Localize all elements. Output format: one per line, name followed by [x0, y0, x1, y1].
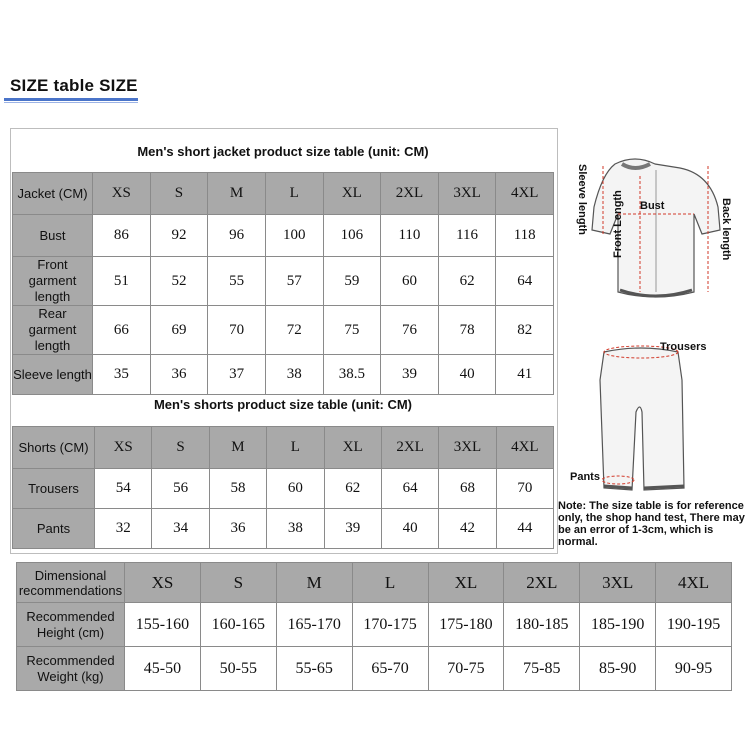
table-cell: 180-185 [504, 603, 580, 647]
bust-label: Bust [640, 200, 665, 212]
table-cell: 170-175 [352, 603, 428, 647]
size-header: L [352, 563, 428, 603]
size-header: S [200, 563, 276, 603]
row-label: Front garment length [13, 257, 93, 306]
size-header: M [209, 427, 266, 469]
shorts-corner-cell: Shorts (CM) [13, 427, 95, 469]
size-header: M [208, 173, 266, 215]
table-cell: 72 [265, 306, 323, 355]
table-cell: 52 [150, 257, 208, 306]
table-cell: 76 [381, 306, 439, 355]
size-header: M [276, 563, 352, 603]
table-cell: 165-170 [276, 603, 352, 647]
table-cell: 38 [267, 509, 324, 549]
size-header: 4XL [496, 173, 554, 215]
table-cell: 90-95 [656, 647, 732, 691]
table-cell: 39 [324, 509, 381, 549]
table-cell: 68 [439, 469, 496, 509]
jacket-table-caption: Men's short jacket product size table (unit: CM) [137, 144, 429, 159]
size-header: XL [324, 427, 381, 469]
size-header: 4XL [656, 563, 732, 603]
pants-label: Pants [570, 471, 600, 483]
size-header: 3XL [438, 173, 496, 215]
title-underline [4, 98, 138, 101]
table-row [13, 509, 554, 549]
table-row [13, 215, 554, 257]
jacket-size-table [12, 172, 554, 395]
row-label: Trousers [13, 469, 95, 509]
title-rule [4, 102, 138, 103]
sleeve-length-label: Sleeve length [576, 164, 588, 235]
size-header: 3XL [580, 563, 656, 603]
table-cell: 62 [438, 257, 496, 306]
table-cell: 70-75 [428, 647, 504, 691]
table-cell: 34 [152, 509, 209, 549]
shorts-size-table [12, 426, 554, 549]
table-cell: 185-190 [580, 603, 656, 647]
table-cell: 40 [381, 509, 438, 549]
size-header: XS [93, 173, 151, 215]
table-cell: 37 [208, 355, 266, 395]
table-cell: 40 [438, 355, 496, 395]
size-header: 4XL [496, 427, 553, 469]
size-header: 3XL [439, 427, 496, 469]
table-row [13, 355, 554, 395]
table-cell: 66 [93, 306, 151, 355]
table-cell: 50-55 [200, 647, 276, 691]
size-header: 2XL [504, 563, 580, 603]
table-cell: 32 [95, 509, 152, 549]
table-cell: 57 [265, 257, 323, 306]
table-cell: 85-90 [580, 647, 656, 691]
size-header: XS [125, 563, 201, 603]
table-cell: 38 [265, 355, 323, 395]
table-cell: 65-70 [352, 647, 428, 691]
table-cell: 41 [496, 355, 554, 395]
table-cell: 55 [208, 257, 266, 306]
table-cell: 92 [150, 215, 208, 257]
table-cell: 42 [439, 509, 496, 549]
table-cell: 116 [438, 215, 496, 257]
table-cell: 110 [381, 215, 439, 257]
table-cell: 59 [323, 257, 381, 306]
table-cell: 36 [209, 509, 266, 549]
table-cell: 70 [208, 306, 266, 355]
row-label: Recommended Height (cm) [17, 603, 125, 647]
table-cell: 82 [496, 306, 554, 355]
table-cell: 38.5 [323, 355, 381, 395]
page-title: SIZE table SIZE [10, 76, 138, 95]
shorts-table-caption: Men's shorts product size table (unit: CM) [153, 397, 413, 412]
size-header: XL [428, 563, 504, 603]
table-cell: 45-50 [125, 647, 201, 691]
table-row [17, 647, 732, 691]
front-length-label: Front Length [612, 190, 624, 258]
table-cell: 36 [150, 355, 208, 395]
table-cell: 96 [208, 215, 266, 257]
size-header: XS [95, 427, 152, 469]
table-cell: 75 [323, 306, 381, 355]
table-cell: 78 [438, 306, 496, 355]
table-cell: 70 [496, 469, 553, 509]
table-cell: 190-195 [656, 603, 732, 647]
jacket-header-row [13, 173, 554, 215]
size-note: Note: The size table is for reference only, the shop hand test, There may be an error of 1-3cm, which is normal. [558, 500, 745, 548]
table-cell: 55-65 [276, 647, 352, 691]
size-header: L [267, 427, 324, 469]
trousers-label: Trousers [660, 341, 707, 353]
table-cell: 62 [324, 469, 381, 509]
size-header: L [265, 173, 323, 215]
table-cell: 175-180 [428, 603, 504, 647]
table-cell: 100 [265, 215, 323, 257]
size-header: 2XL [381, 427, 438, 469]
back-length-label: Back length [720, 198, 732, 261]
table-row [13, 469, 554, 509]
size-header: S [152, 427, 209, 469]
table-cell: 64 [496, 257, 554, 306]
table-cell: 160-165 [200, 603, 276, 647]
table-cell: 75-85 [504, 647, 580, 691]
jersey-figure [560, 152, 745, 312]
table-cell: 118 [496, 215, 554, 257]
table-cell: 44 [496, 509, 553, 549]
shorts-header-row [13, 427, 554, 469]
table-cell: 60 [267, 469, 324, 509]
dimension-header-row [17, 563, 732, 603]
table-cell: 54 [95, 469, 152, 509]
row-label: Recommended Weight (kg) [17, 647, 125, 691]
table-cell: 35 [93, 355, 151, 395]
table-cell: 155-160 [125, 603, 201, 647]
table-cell: 51 [93, 257, 151, 306]
table-cell: 39 [381, 355, 439, 395]
jacket-corner-cell: Jacket (CM) [13, 173, 93, 215]
table-cell: 69 [150, 306, 208, 355]
table-cell: 64 [381, 469, 438, 509]
dimension-recommendation-table [16, 562, 732, 691]
row-label: Pants [13, 509, 95, 549]
size-header: 2XL [381, 173, 439, 215]
size-header: S [150, 173, 208, 215]
table-row [17, 603, 732, 647]
table-cell: 60 [381, 257, 439, 306]
row-label: Sleeve length [13, 355, 93, 395]
size-header: XL [323, 173, 381, 215]
row-label: Bust [13, 215, 93, 257]
table-cell: 56 [152, 469, 209, 509]
shorts-figure [556, 340, 746, 500]
table-row [13, 257, 554, 306]
table-cell: 106 [323, 215, 381, 257]
table-cell: 86 [93, 215, 151, 257]
table-cell: 58 [209, 469, 266, 509]
row-label: Rear garment length [13, 306, 93, 355]
table-row [13, 306, 554, 355]
dimension-corner-cell: Dimensional recommendations [17, 563, 125, 603]
